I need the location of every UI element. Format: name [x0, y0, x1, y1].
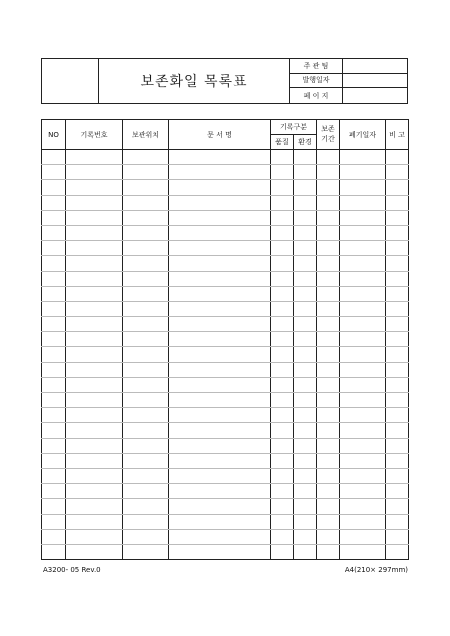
table-cell[interactable]: [294, 180, 317, 195]
col-header-record-no: 기록번호: [66, 120, 123, 150]
table-cell[interactable]: [66, 499, 123, 514]
table-cell[interactable]: [294, 499, 317, 514]
table-cell[interactable]: [66, 150, 123, 165]
table-cell[interactable]: [294, 393, 317, 408]
table-row: [42, 301, 409, 316]
table-cell[interactable]: [169, 332, 271, 347]
table-cell[interactable]: [66, 332, 123, 347]
table-cell[interactable]: [294, 317, 317, 332]
table-cell[interactable]: [294, 165, 317, 180]
table-row: [42, 468, 409, 483]
table-cell[interactable]: [169, 408, 271, 423]
table-cell[interactable]: [317, 408, 340, 423]
table-cell[interactable]: [271, 256, 294, 271]
table-cell[interactable]: [386, 514, 409, 529]
table-cell[interactable]: [317, 377, 340, 392]
table-cell[interactable]: [386, 423, 409, 438]
table-cell[interactable]: [123, 468, 169, 483]
table-cell[interactable]: [317, 347, 340, 362]
table-cell[interactable]: [340, 453, 386, 468]
table-cell[interactable]: [294, 377, 317, 392]
table-cell[interactable]: [294, 484, 317, 499]
table-cell[interactable]: [123, 362, 169, 377]
table-row: [42, 180, 409, 195]
table-cell[interactable]: [66, 362, 123, 377]
table-cell[interactable]: [169, 210, 271, 225]
table-cell[interactable]: [317, 180, 340, 195]
table-cell[interactable]: [169, 241, 271, 256]
table-cell[interactable]: [317, 225, 340, 240]
table-row: [42, 332, 409, 347]
col-header-record-type: 기록구분: [271, 120, 317, 135]
table-cell[interactable]: [340, 150, 386, 165]
table-cell[interactable]: [271, 241, 294, 256]
record-list-table: [41, 119, 409, 560]
table-cell[interactable]: [294, 423, 317, 438]
table-row: [42, 499, 409, 514]
table-cell[interactable]: [294, 301, 317, 316]
table-row: [42, 150, 409, 165]
table-cell[interactable]: [317, 317, 340, 332]
table-cell[interactable]: [294, 195, 317, 210]
table-cell[interactable]: [123, 438, 169, 453]
table-cell[interactable]: [66, 195, 123, 210]
table-cell[interactable]: [169, 377, 271, 392]
table-cell[interactable]: [42, 271, 66, 286]
table-cell[interactable]: [42, 544, 66, 559]
table-row: [42, 271, 409, 286]
table-cell[interactable]: [340, 377, 386, 392]
table-cell[interactable]: [386, 180, 409, 195]
table-cell[interactable]: [169, 301, 271, 316]
table-cell[interactable]: [294, 210, 317, 225]
table-cell[interactable]: [386, 195, 409, 210]
table-cell[interactable]: [386, 408, 409, 423]
table-cell[interactable]: [123, 180, 169, 195]
table-cell[interactable]: [271, 165, 294, 180]
table-cell[interactable]: [271, 317, 294, 332]
meta-row-issue-date: [290, 74, 407, 89]
table-cell[interactable]: [340, 301, 386, 316]
table-cell[interactable]: [294, 271, 317, 286]
table-cell[interactable]: [294, 225, 317, 240]
table-cell[interactable]: [271, 286, 294, 301]
table-cell[interactable]: [42, 423, 66, 438]
table-row: [42, 408, 409, 423]
col-header-environment: 환경: [294, 135, 317, 150]
table-row: [42, 347, 409, 362]
table-cell[interactable]: [66, 377, 123, 392]
table-cell[interactable]: [169, 529, 271, 544]
table-cell[interactable]: [340, 408, 386, 423]
table-cell[interactable]: [294, 347, 317, 362]
table-cell[interactable]: [66, 241, 123, 256]
table-cell[interactable]: [340, 362, 386, 377]
table-body: [42, 150, 409, 560]
table-cell[interactable]: [271, 423, 294, 438]
table-cell[interactable]: [317, 529, 340, 544]
table-cell[interactable]: [66, 301, 123, 316]
table-cell[interactable]: [169, 256, 271, 271]
table-cell[interactable]: [123, 544, 169, 559]
col-header-retention: 보존 기간: [317, 120, 340, 150]
table-cell[interactable]: [317, 362, 340, 377]
table-cell[interactable]: [169, 317, 271, 332]
table-cell[interactable]: [66, 286, 123, 301]
meta-label-issue-date: 발행일자: [290, 74, 343, 88]
table-cell[interactable]: [340, 241, 386, 256]
table-cell[interactable]: [42, 514, 66, 529]
paper-size: A4(210× 297mm): [344, 566, 408, 574]
table-cell[interactable]: [42, 393, 66, 408]
table-cell[interactable]: [340, 484, 386, 499]
table-cell[interactable]: [340, 438, 386, 453]
table-cell[interactable]: [340, 286, 386, 301]
table-cell[interactable]: [66, 423, 123, 438]
table-cell[interactable]: [123, 529, 169, 544]
table-cell[interactable]: [271, 438, 294, 453]
table-cell[interactable]: [123, 286, 169, 301]
table-cell[interactable]: [42, 529, 66, 544]
table-cell[interactable]: [386, 362, 409, 377]
table-cell[interactable]: [169, 165, 271, 180]
table-cell[interactable]: [123, 393, 169, 408]
table-cell[interactable]: [42, 180, 66, 195]
table-cell[interactable]: [340, 165, 386, 180]
table-cell[interactable]: [386, 317, 409, 332]
table-cell[interactable]: [169, 499, 271, 514]
table-cell[interactable]: [294, 514, 317, 529]
table-cell[interactable]: [42, 256, 66, 271]
table-cell[interactable]: [317, 286, 340, 301]
table-cell[interactable]: [317, 210, 340, 225]
table-cell[interactable]: [271, 468, 294, 483]
table-cell[interactable]: [317, 499, 340, 514]
meta-label-page: 페 이 지: [290, 88, 343, 103]
table-cell[interactable]: [317, 241, 340, 256]
table-cell[interactable]: [66, 408, 123, 423]
col-header-doc-name: 문 서 명: [169, 120, 271, 150]
table-cell[interactable]: [294, 408, 317, 423]
table-cell[interactable]: [386, 453, 409, 468]
table-cell[interactable]: [386, 544, 409, 559]
meta-label-team: 주 관 팀: [290, 59, 343, 73]
table-cell[interactable]: [271, 271, 294, 286]
table-row: [42, 484, 409, 499]
meta-row-team: [290, 59, 407, 74]
table-cell[interactable]: [42, 165, 66, 180]
form-number: A3200- 05 Rev.0: [43, 566, 101, 574]
table-cell[interactable]: [169, 544, 271, 559]
col-header-disposal-date: 폐기일자: [340, 120, 386, 150]
meta-value-issue-date[interactable]: [343, 74, 407, 88]
table-cell[interactable]: [386, 225, 409, 240]
table-cell[interactable]: [42, 301, 66, 316]
table-cell[interactable]: [123, 225, 169, 240]
table-cell[interactable]: [386, 377, 409, 392]
table-row: [42, 514, 409, 529]
table-cell[interactable]: [66, 468, 123, 483]
table-cell[interactable]: [271, 301, 294, 316]
table-cell[interactable]: [340, 529, 386, 544]
table-cell[interactable]: [317, 165, 340, 180]
table-cell[interactable]: [42, 210, 66, 225]
meta-value-page[interactable]: [343, 88, 407, 103]
table-cell[interactable]: [42, 317, 66, 332]
table-cell[interactable]: [340, 499, 386, 514]
table-row: [42, 256, 409, 271]
table-cell[interactable]: [42, 377, 66, 392]
table-cell[interactable]: [169, 150, 271, 165]
meta-value-team[interactable]: [343, 59, 407, 73]
table-cell[interactable]: [317, 195, 340, 210]
table-cell[interactable]: [123, 514, 169, 529]
table-cell[interactable]: [317, 301, 340, 316]
table-cell[interactable]: [317, 544, 340, 559]
table-cell[interactable]: [123, 484, 169, 499]
table-cell[interactable]: [340, 271, 386, 286]
table-cell[interactable]: [42, 225, 66, 240]
table-cell[interactable]: [271, 225, 294, 240]
table-cell[interactable]: [340, 195, 386, 210]
table-cell[interactable]: [66, 271, 123, 286]
table-cell[interactable]: [123, 150, 169, 165]
table-row: [42, 317, 409, 332]
table-cell[interactable]: [386, 499, 409, 514]
table-cell[interactable]: [340, 180, 386, 195]
table-cell[interactable]: [42, 347, 66, 362]
table-cell[interactable]: [123, 332, 169, 347]
table-cell[interactable]: [42, 408, 66, 423]
table-cell[interactable]: [294, 332, 317, 347]
table-cell[interactable]: [42, 150, 66, 165]
header-meta: [290, 59, 407, 103]
table-cell[interactable]: [123, 256, 169, 271]
table-cell[interactable]: [294, 529, 317, 544]
table-cell[interactable]: [42, 332, 66, 347]
table-row: [42, 165, 409, 180]
table-cell[interactable]: [386, 256, 409, 271]
table-row: [42, 286, 409, 301]
table-cell[interactable]: [169, 362, 271, 377]
table-cell[interactable]: [294, 286, 317, 301]
table-row: [42, 453, 409, 468]
table-cell[interactable]: [386, 529, 409, 544]
table-cell[interactable]: [386, 165, 409, 180]
table-row: [42, 438, 409, 453]
table-cell[interactable]: [271, 529, 294, 544]
table-cell[interactable]: [294, 468, 317, 483]
table-cell[interactable]: [271, 347, 294, 362]
table-cell[interactable]: [66, 225, 123, 240]
table-cell[interactable]: [386, 210, 409, 225]
table-cell[interactable]: [386, 286, 409, 301]
table-cell[interactable]: [169, 180, 271, 195]
col-header-location: 보관위치: [123, 120, 169, 150]
table-cell[interactable]: [66, 484, 123, 499]
table-cell[interactable]: [66, 393, 123, 408]
table-cell[interactable]: [271, 332, 294, 347]
table-cell[interactable]: [42, 484, 66, 499]
table-cell[interactable]: [123, 347, 169, 362]
table-cell[interactable]: [340, 256, 386, 271]
table-cell[interactable]: [317, 393, 340, 408]
table-cell[interactable]: [169, 438, 271, 453]
table-cell[interactable]: [66, 347, 123, 362]
document-header: [41, 58, 408, 104]
table-cell[interactable]: [317, 256, 340, 271]
table-cell[interactable]: [42, 241, 66, 256]
table-cell[interactable]: [271, 408, 294, 423]
table-cell[interactable]: [294, 438, 317, 453]
table-cell[interactable]: [271, 150, 294, 165]
table-cell[interactable]: [386, 332, 409, 347]
meta-row-page: [290, 88, 407, 103]
table-cell[interactable]: [317, 271, 340, 286]
table-row: [42, 241, 409, 256]
table-cell[interactable]: [294, 362, 317, 377]
table-cell[interactable]: [66, 180, 123, 195]
table-cell[interactable]: [271, 499, 294, 514]
table-cell[interactable]: [386, 347, 409, 362]
table-cell[interactable]: [169, 271, 271, 286]
table-cell[interactable]: [66, 514, 123, 529]
col-header-quality: 품질: [271, 135, 294, 150]
logo-area: [42, 59, 99, 103]
table-cell[interactable]: [317, 150, 340, 165]
table-row: [42, 393, 409, 408]
document-title: 보존화일 목록표: [99, 59, 290, 103]
table-cell[interactable]: [340, 225, 386, 240]
table-cell[interactable]: [294, 150, 317, 165]
table-cell[interactable]: [386, 271, 409, 286]
table-cell[interactable]: [271, 484, 294, 499]
table-cell[interactable]: [123, 301, 169, 316]
table-row: [42, 423, 409, 438]
table-cell[interactable]: [386, 241, 409, 256]
table-cell[interactable]: [294, 453, 317, 468]
table-cell[interactable]: [42, 438, 66, 453]
table-cell[interactable]: [294, 544, 317, 559]
table-cell[interactable]: [340, 332, 386, 347]
table-cell[interactable]: [123, 453, 169, 468]
table-cell[interactable]: [123, 377, 169, 392]
table-cell[interactable]: [340, 317, 386, 332]
table-cell[interactable]: [271, 210, 294, 225]
table-cell[interactable]: [169, 468, 271, 483]
table-cell[interactable]: [317, 438, 340, 453]
col-header-remarks: 비 고: [386, 120, 409, 150]
table-cell[interactable]: [123, 317, 169, 332]
table-row: [42, 195, 409, 210]
table-cell[interactable]: [386, 484, 409, 499]
table-cell[interactable]: [317, 332, 340, 347]
table-cell[interactable]: [317, 468, 340, 483]
table-cell[interactable]: [317, 423, 340, 438]
table-cell[interactable]: [386, 393, 409, 408]
table-cell[interactable]: [42, 499, 66, 514]
table-cell[interactable]: [169, 484, 271, 499]
table-cell[interactable]: [123, 271, 169, 286]
table-cell[interactable]: [169, 286, 271, 301]
table-cell[interactable]: [123, 165, 169, 180]
table-cell[interactable]: [123, 195, 169, 210]
table-cell[interactable]: [386, 301, 409, 316]
table-cell[interactable]: [42, 453, 66, 468]
table-cell[interactable]: [317, 514, 340, 529]
table-row: [42, 362, 409, 377]
table-cell[interactable]: [66, 210, 123, 225]
table-cell[interactable]: [123, 210, 169, 225]
table-cell[interactable]: [340, 347, 386, 362]
table-cell[interactable]: [340, 514, 386, 529]
table-cell[interactable]: [169, 514, 271, 529]
table-cell[interactable]: [169, 195, 271, 210]
table-row: [42, 225, 409, 240]
table-cell[interactable]: [66, 529, 123, 544]
table-cell[interactable]: [42, 362, 66, 377]
table-cell[interactable]: [386, 150, 409, 165]
table-cell[interactable]: [271, 180, 294, 195]
table-cell[interactable]: [169, 225, 271, 240]
table-cell[interactable]: [123, 423, 169, 438]
table-cell[interactable]: [386, 438, 409, 453]
table-cell[interactable]: [271, 393, 294, 408]
table-cell[interactable]: [66, 317, 123, 332]
table-cell[interactable]: [317, 453, 340, 468]
table-cell[interactable]: [340, 393, 386, 408]
table-cell[interactable]: [169, 423, 271, 438]
table-cell[interactable]: [271, 544, 294, 559]
table-cell[interactable]: [66, 438, 123, 453]
table-cell[interactable]: [123, 499, 169, 514]
table-cell[interactable]: [294, 241, 317, 256]
table-cell[interactable]: [340, 423, 386, 438]
table-cell[interactable]: [317, 484, 340, 499]
table-row: [42, 377, 409, 392]
table-cell[interactable]: [169, 393, 271, 408]
table-row: [42, 529, 409, 544]
table-cell[interactable]: [42, 468, 66, 483]
table-cell[interactable]: [169, 347, 271, 362]
table-cell[interactable]: [66, 256, 123, 271]
table-cell[interactable]: [66, 165, 123, 180]
table-cell[interactable]: [271, 377, 294, 392]
table-cell[interactable]: [123, 241, 169, 256]
table-cell[interactable]: [271, 453, 294, 468]
table-cell[interactable]: [42, 195, 66, 210]
table-cell[interactable]: [340, 468, 386, 483]
col-header-no: NO: [42, 120, 66, 150]
table-cell[interactable]: [123, 408, 169, 423]
table-cell[interactable]: [66, 544, 123, 559]
table-cell[interactable]: [42, 286, 66, 301]
table-cell[interactable]: [169, 453, 271, 468]
table-cell[interactable]: [294, 256, 317, 271]
table-row: [42, 210, 409, 225]
table-cell[interactable]: [271, 514, 294, 529]
table-cell[interactable]: [340, 210, 386, 225]
table-cell[interactable]: [340, 544, 386, 559]
table-cell[interactable]: [271, 195, 294, 210]
table-cell[interactable]: [271, 362, 294, 377]
table-row: [42, 544, 409, 559]
table-cell[interactable]: [66, 453, 123, 468]
table-cell[interactable]: [386, 468, 409, 483]
